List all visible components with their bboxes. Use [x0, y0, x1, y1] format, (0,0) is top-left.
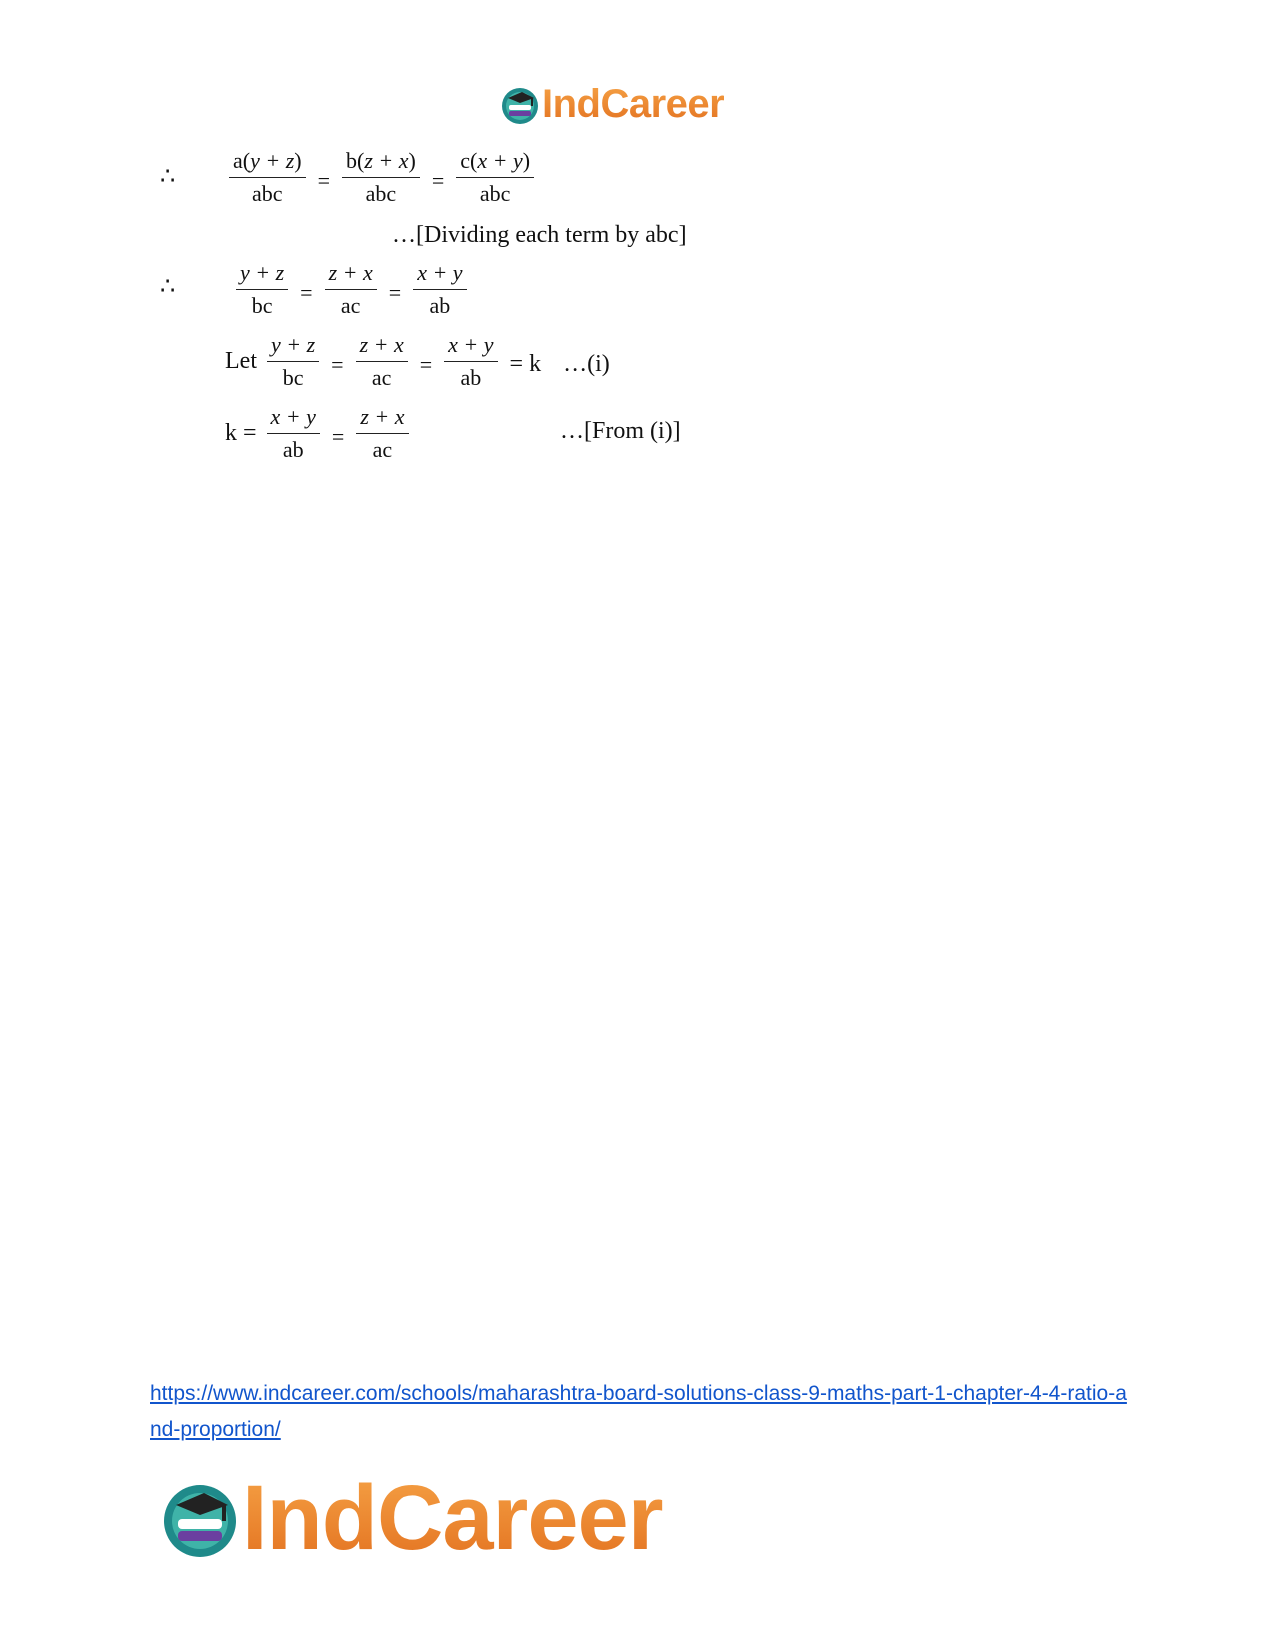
- equals-k: = k: [509, 351, 542, 377]
- equation-ref: …(i): [563, 351, 610, 377]
- equation-line-1: $\frac{a(y + z)}{\text{abc}}$ = $\frac{b(z + x)}{\text{abc}}$ = $\frac{c(x + y)}{\text{abc}}$: [225, 148, 538, 207]
- equation-line-4: k = $\frac{x + y}{ab}$ = $\frac{z + x}{ac}$: [225, 404, 413, 463]
- fraction: $\frac{y + z}{bc}$: [236, 260, 288, 319]
- therefore-symbol: ∴: [160, 164, 176, 190]
- logo-text: IndCareer: [542, 82, 725, 126]
- fraction: $\frac{x + y}{ab}$: [444, 332, 497, 391]
- let-label: Let: [225, 348, 257, 374]
- fraction: $\frac{y + z}{bc}$: [267, 332, 319, 391]
- footer-logo: [160, 1466, 663, 1571]
- therefore-symbol: ∴: [160, 274, 176, 300]
- fraction: $\frac{b(z + x)}{\text{abc}}$: [342, 148, 420, 207]
- graduation-books-icon: [500, 85, 540, 125]
- logo-text: IndCareer: [242, 1467, 663, 1569]
- fraction: $\frac{z + x}{ac}$: [356, 332, 408, 391]
- equation-line-2: $\frac{y + z}{bc}$ = $\frac{z + x}{ac}$ = $\frac{x + y}{ab}$: [232, 260, 471, 319]
- k-equals: k =: [225, 420, 257, 446]
- equation-line-3: Let $\frac{y + z}{bc}$ = $\frac{z + x}{ac}$ = $\frac{x + y}{ab}$ = k …(i): [225, 332, 610, 390]
- fraction: $\frac{c(x + y)}{\text{abc}}$: [456, 148, 534, 207]
- fraction: $\frac{x + y}{ab}$: [267, 404, 320, 463]
- fraction: $\frac{z + x}{ac}$: [325, 260, 377, 319]
- graduation-books-icon: [160, 1479, 240, 1559]
- header-logo: [500, 82, 724, 127]
- note-from-i: …[From (i)]: [560, 418, 681, 444]
- fraction: $\frac{z + x}{ac}$: [356, 404, 408, 463]
- source-url-link[interactable]: https://www.indcareer.com/schools/maharashtra-board-solutions-class-9-maths-part-1-chapter-4-4-ratio-and-proportion/: [150, 1382, 1127, 1441]
- fraction: $\frac{a(y + z)}{\text{abc}}$: [229, 148, 306, 207]
- fraction: $\frac{x + y}{ab}$: [413, 260, 466, 319]
- note-dividing: …[Dividing each term by abc]: [392, 222, 687, 248]
